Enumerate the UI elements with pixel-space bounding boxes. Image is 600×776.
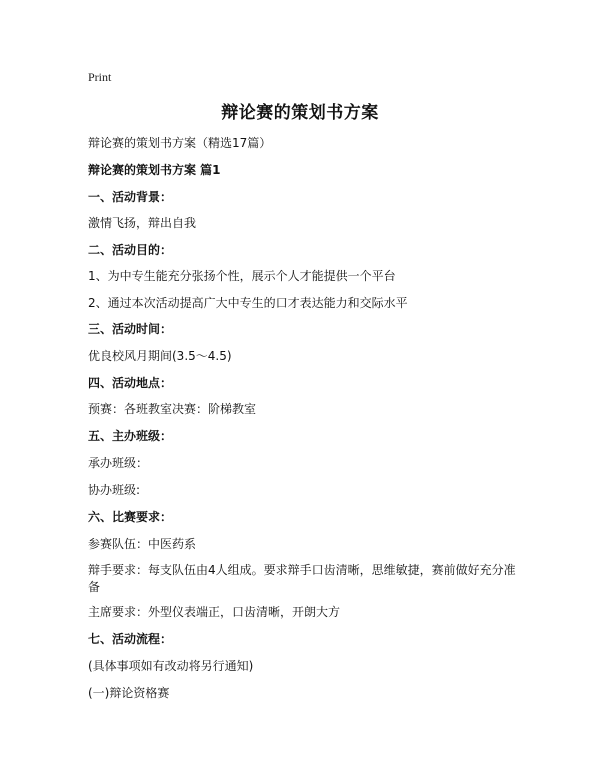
print-link[interactable]: Print — [88, 70, 112, 84]
paragraph: 辩手要求：每支队伍由4人组成。要求辩手口齿清晰，思维敏捷，赛前做好充分准备 — [88, 563, 516, 594]
paragraph: 2、通过本次活动提高广大中专生的口才表达能力和交际水平 — [88, 296, 408, 310]
section-heading-process: 七、活动流程： — [88, 632, 173, 646]
paragraph: 协办班级: — [88, 483, 141, 497]
paragraph: (一)辩论资格赛 — [88, 686, 170, 700]
section-heading-organizer: 五、主办班级： — [88, 429, 173, 443]
paragraph: 激情飞扬，辩出自我 — [88, 216, 197, 230]
paragraph: 主席要求：外型仪表端正，口齿清晰，开朗大方 — [88, 605, 341, 619]
paragraph: 预赛：各班教室决赛：阶梯教室 — [88, 402, 257, 416]
paragraph: (具体事项如有改动将另行通知) — [88, 659, 254, 673]
part-heading: 辩论赛的策划书方案 篇1 — [88, 163, 221, 177]
section-heading-location: 四、活动地点： — [88, 376, 173, 390]
paragraph: 承办班级： — [88, 456, 149, 470]
page-title: 辩论赛的策划书方案 — [221, 103, 379, 123]
section-heading-requirements: 六、比赛要求： — [88, 510, 173, 524]
section-heading-background: 一、活动背景： — [88, 190, 173, 204]
paragraph: 参赛队伍：中医药系 — [88, 537, 197, 551]
paragraph: 优良校风月期间(3.5～4.5) — [88, 349, 232, 363]
section-heading-purpose: 二、活动目的： — [88, 243, 173, 257]
document-subtitle: 辩论赛的策划书方案（精选17篇） — [88, 136, 272, 150]
section-heading-time: 三、活动时间： — [88, 322, 173, 336]
paragraph: 1、为中专生能充分张扬个性，展示个人才能提供一个平台 — [88, 269, 396, 283]
